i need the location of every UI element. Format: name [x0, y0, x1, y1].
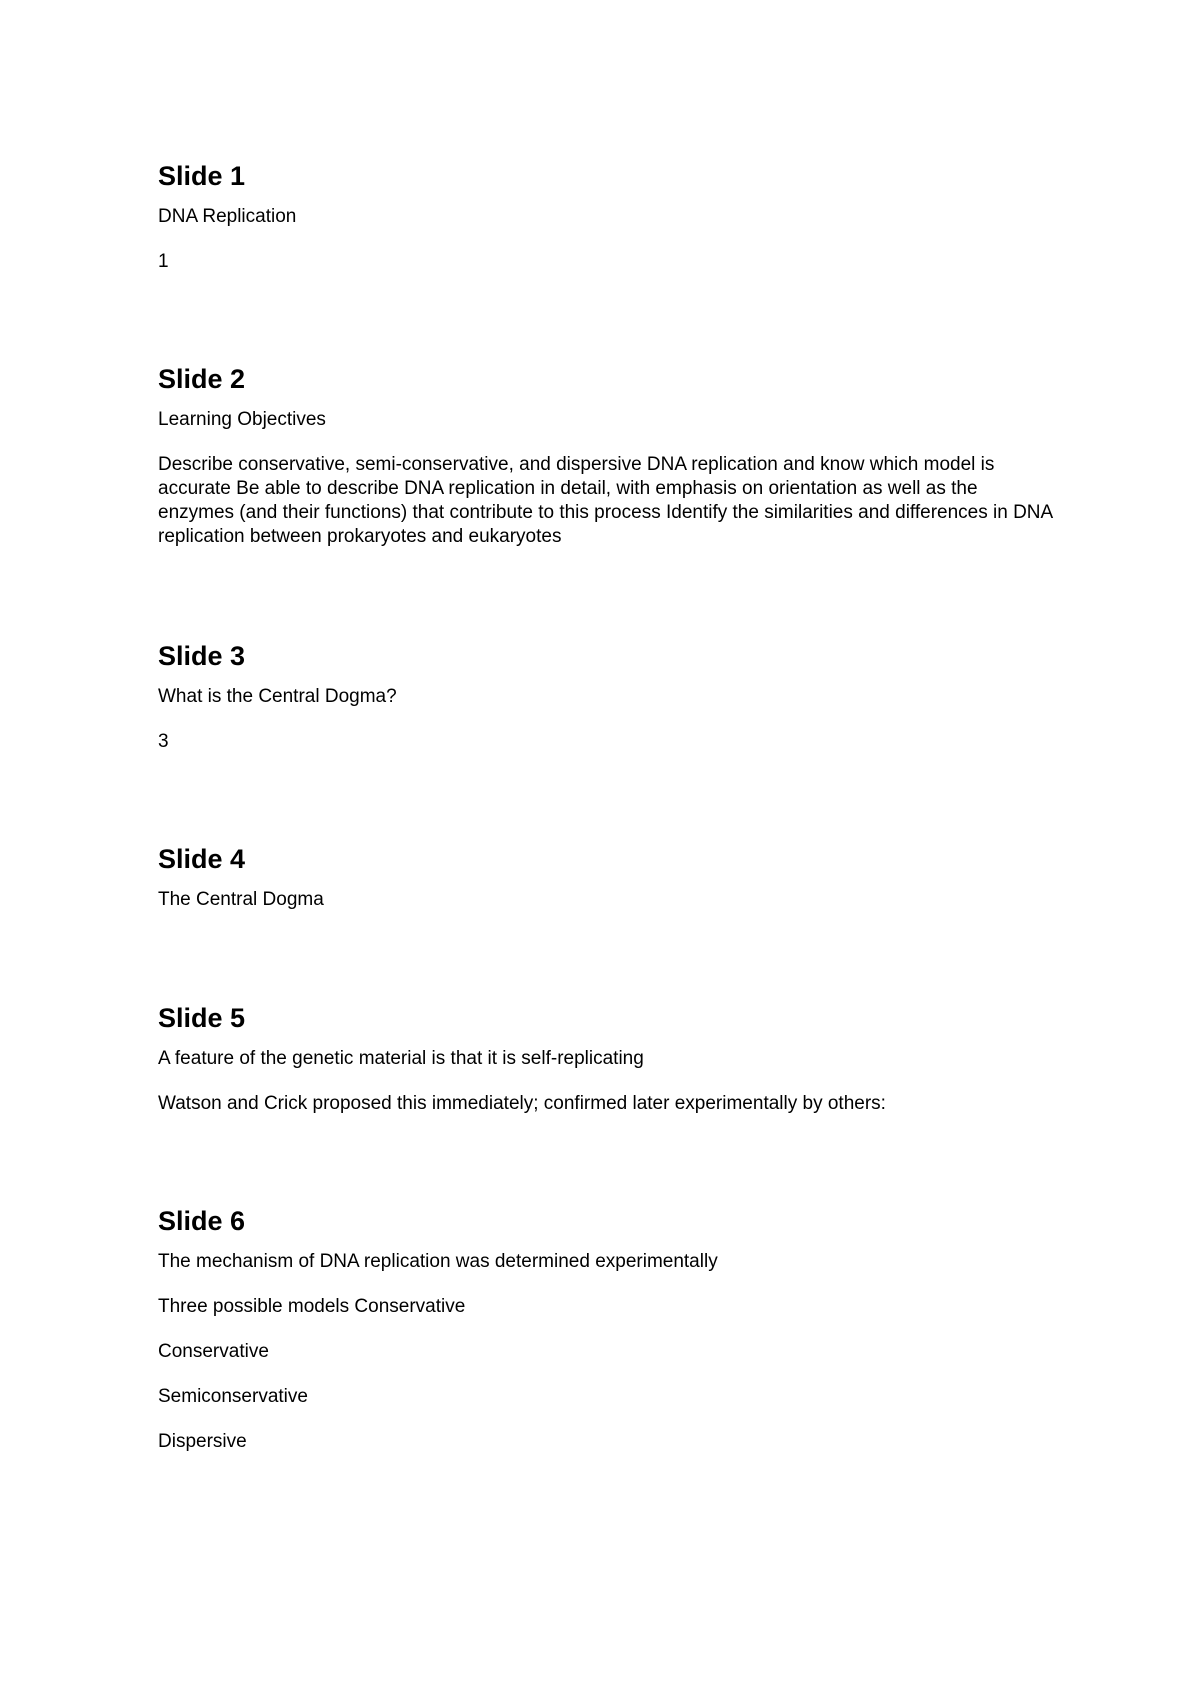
slide-1-paragraph-1: DNA Replication: [158, 206, 297, 227]
slide-6-paragraph-5: Dispersive: [158, 1431, 247, 1452]
slide-5-paragraph-2: Watson and Crick proposed this immediately; confirmed later experimentally by others:: [158, 1093, 886, 1114]
slide-6-paragraph-1: The mechanism of DNA replication was determined experimentally: [158, 1251, 718, 1272]
slide-1-title: Slide 1: [158, 161, 246, 191]
slide-4-paragraph-1: The Central Dogma: [158, 889, 324, 910]
slide-1-section: [158, 160, 1058, 274]
slide-3-paragraph-2: 3: [158, 731, 169, 752]
slide-6-title: Slide 6: [158, 1206, 246, 1236]
slide-6-paragraph-4: Semiconservative: [158, 1386, 308, 1407]
slide-4-title: Slide 4: [158, 844, 246, 874]
slide-3-section: [158, 640, 1058, 754]
slide-2-section: [158, 363, 1058, 549]
slide-1-paragraph-2: 1: [158, 251, 169, 272]
slide-6-section: [158, 1205, 1058, 1454]
slide-5-section: [158, 1002, 1058, 1116]
slide-5-title: Slide 5: [158, 1003, 246, 1033]
slide-6-paragraph-2: Three possible models Conservative: [158, 1296, 466, 1317]
slide-5-paragraph-1: A feature of the genetic material is that it is self-replicating: [158, 1048, 644, 1069]
slide-3-paragraph-1: What is the Central Dogma?: [158, 686, 397, 707]
slide-2-paragraph-2: Describe conservative, semi-conservative, and dispersive DNA replication and know which model is accurate Be able to describe DNA replication in detail, with emphasis on orientation as well as the enzymes (and their functions) that contribute to this process Identify the similarities and differences in DNA replication between prokaryotes and eukaryotes: [158, 454, 1053, 547]
slide-4-section: [158, 843, 1058, 912]
slide-3-title: Slide 3: [158, 641, 246, 671]
slide-2-title: Slide 2: [158, 364, 246, 394]
slide-2-paragraph-1: Learning Objectives: [158, 409, 326, 430]
slide-6-paragraph-3: Conservative: [158, 1341, 269, 1362]
